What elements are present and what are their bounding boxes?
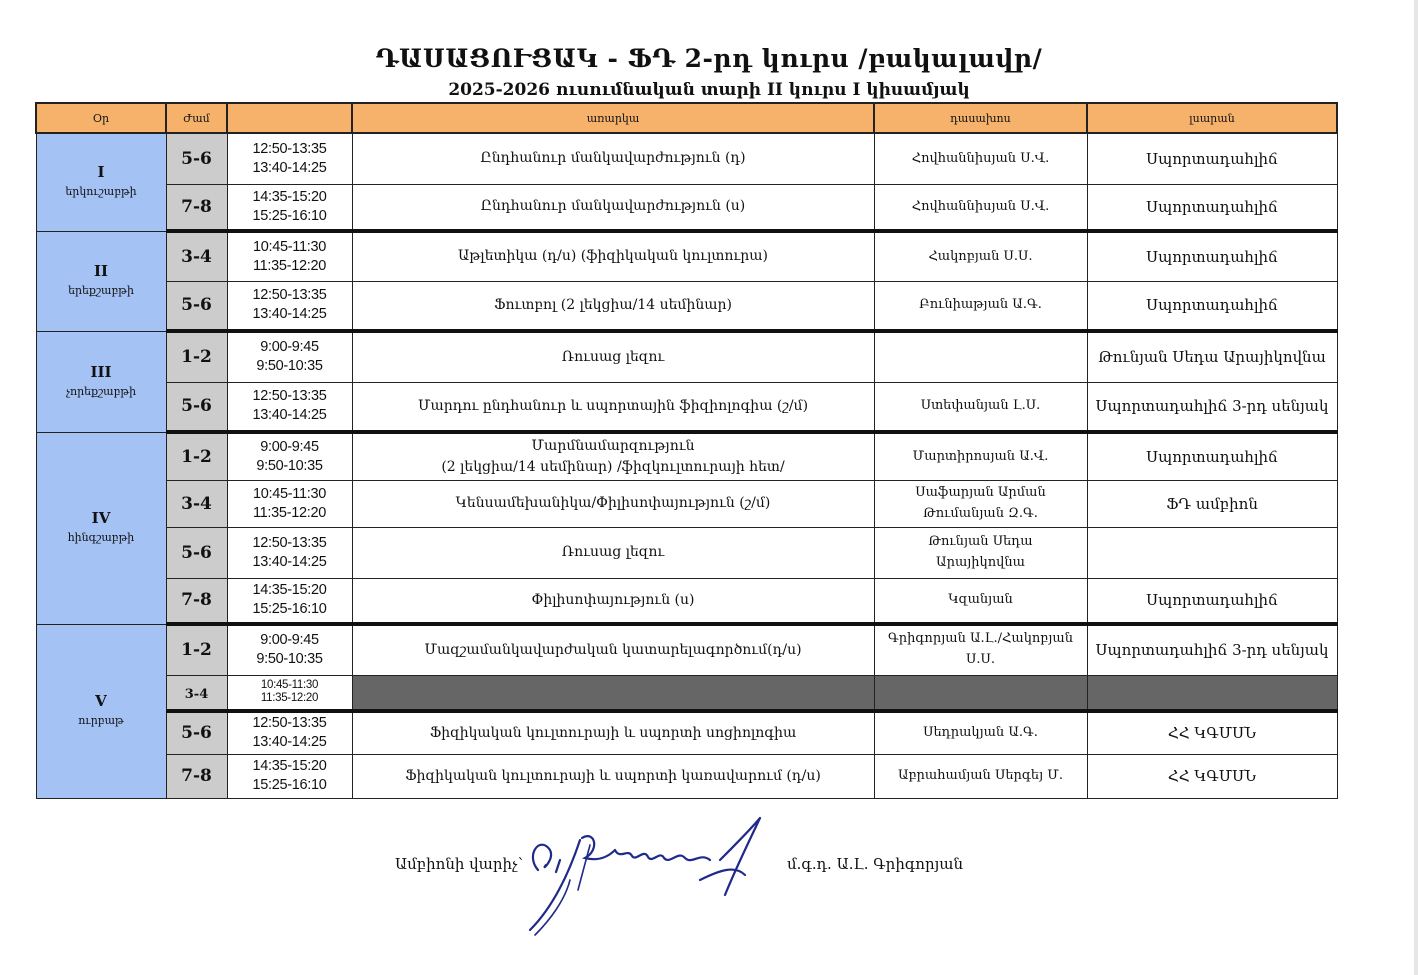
subject-line: Մարդու ընդհանուր և սպորտային ֆիզիոլոգիա (շ/մ) (417, 397, 809, 414)
time-cell (227, 281, 352, 331)
teacher-cell (874, 527, 1087, 578)
subject-cell (352, 624, 874, 675)
hour-cell: 7-8 (166, 184, 227, 231)
teacher-cell (874, 711, 1087, 754)
col-teacher: դասախոս (874, 103, 1087, 133)
day-number: II (93, 262, 109, 280)
teacher-line-2: Արայիկովնա (936, 554, 1025, 570)
teacher-cell (874, 184, 1087, 231)
time-second: 11:35-12:20 (252, 504, 327, 521)
room-cell: Սպորտադահլիճ 3-րդ սենյակ (1087, 624, 1337, 675)
subject-line: Մազշամանկավարժական կատարելագործում(դ/ս) (424, 641, 802, 658)
day-number: V (95, 692, 107, 710)
hour-cell: 3-4 (166, 231, 227, 281)
time-first: 14:35-15:20 (252, 758, 327, 774)
teacher-cell (874, 281, 1087, 331)
day-cell (36, 331, 166, 432)
teacher-cell (874, 432, 1087, 480)
hour-cell: 5-6 (166, 527, 227, 578)
time-first: 9:00-9:45 (260, 632, 319, 649)
teacher-cell (874, 754, 1087, 798)
room-cell: Սպորտադահլիճ (1087, 281, 1337, 331)
time-second: 13:40-14:25 (252, 553, 327, 570)
time-first: 12:50-13:35 (252, 715, 327, 732)
teacher-line: Մարտիրոսյան Ա.Վ. (912, 448, 1049, 464)
table-row (36, 231, 1337, 281)
table-row (36, 331, 1337, 382)
hour-cell: 5-6 (166, 711, 227, 754)
subject-cell (352, 133, 874, 184)
page-edge (1414, 0, 1418, 975)
table-row (36, 382, 1337, 432)
day-cell (36, 432, 166, 624)
hour-cell: 5-6 (166, 382, 227, 432)
time-cell (227, 432, 352, 480)
teacher-line: Հովհաննիսյան Ս.Վ. (911, 198, 1050, 214)
time-first: 12:50-13:35 (252, 534, 327, 551)
subject-cell (352, 281, 874, 331)
day-name: չորեքշաբթի (65, 384, 137, 398)
subject-line: Ընդհանուր մանկավարժություն (դ) (480, 150, 746, 167)
room-cell (1087, 527, 1337, 578)
time-second: 9:50-10:35 (256, 358, 323, 375)
hour-cell: 7-8 (166, 578, 227, 624)
time-second: 11:35-12:20 (252, 257, 327, 274)
subject-line: Ռուսաց լեզու (561, 348, 665, 365)
head-of-chair-name: մ.գ.դ. Ա.Լ. Գրիգորյան (787, 855, 964, 873)
room-cell: Սպորտադահլիճ (1087, 578, 1337, 624)
subject-cell (352, 184, 874, 231)
table-row (36, 711, 1337, 754)
room-cell: Սպորտադահլիճ (1087, 432, 1337, 480)
teacher-line: Հովհաննիսյան Ս.Վ. (911, 150, 1050, 166)
time-cell (227, 231, 352, 281)
time-cell (227, 480, 352, 527)
room-cell: Սպորտադահլիճ (1087, 133, 1337, 184)
time-cell (227, 133, 352, 184)
col-hour: Ժամ (166, 103, 227, 133)
teacher-line: Աբրահամյան Սերգեյ Մ. (897, 768, 1064, 783)
teacher-line-2: Թումանյան Զ.Գ. (923, 505, 1038, 521)
teacher-line: Բունիաթյան Ա.Գ. (919, 297, 1042, 313)
table-row (36, 578, 1337, 624)
subject-line: Ռուսաց լեզու (561, 544, 665, 560)
col-room: լսարան (1087, 103, 1337, 133)
signature-image (520, 810, 780, 940)
subject-cell (352, 578, 874, 624)
table-row (36, 675, 1337, 711)
hour-cell: 1-2 (166, 331, 227, 382)
teacher-line: Հակոբյան Ս.Ս. (928, 248, 1033, 264)
subject-line: Աթլետիկա (դ/ս) (ֆիզիկական կուլտուրա) (458, 248, 768, 265)
subject-cell (352, 331, 874, 382)
subject-line: Ֆիզիկական կուլտուրայի և սպորտի կառավարում (դ/ս) (405, 767, 821, 784)
day-name: հինգշաբթի (67, 531, 135, 544)
time-second: 9:50-10:35 (256, 457, 323, 474)
col-day: Օր (36, 103, 166, 133)
day-cell (36, 231, 166, 331)
table-row (36, 624, 1337, 675)
room-cell: ՀՀ ԿԳՄՍՆ (1087, 754, 1337, 798)
time-first: 14:35-15:20 (252, 188, 327, 205)
day-cell (36, 133, 166, 231)
table-row (36, 754, 1337, 798)
head-of-chair-label: Ամբիոնի վարիչ՝ (395, 855, 523, 873)
subject-cell (352, 711, 874, 754)
teacher-line: Կզանյան (948, 592, 1013, 608)
time-first: 12:50-13:35 (252, 388, 327, 405)
day-cell (36, 624, 166, 798)
table-row (36, 133, 1337, 184)
time-first: 12:50-13:35 (252, 140, 327, 157)
col-subject: առարկա (352, 103, 874, 133)
table-row (36, 432, 1337, 480)
subject-line: Մարմնամարզություն (531, 437, 695, 454)
teacher-cell (874, 231, 1087, 281)
hour-cell: 5-6 (166, 281, 227, 331)
hour-cell: 7-8 (166, 754, 227, 798)
time-second: 13:40-14:25 (252, 734, 327, 751)
room-cell: Թունյան Սեդա Արայիկովնա (1087, 331, 1337, 382)
teacher-line: Թունյան Սեդա (928, 533, 1033, 549)
table-row (36, 480, 1337, 527)
time-cell (227, 754, 352, 798)
subject-line: Ընդհանուր մանկավարժություն (ս) (480, 198, 746, 215)
room-cell (1087, 675, 1337, 711)
time-first: 14:35-15:20 (252, 582, 327, 599)
time-cell (227, 331, 352, 382)
time-cell (227, 624, 352, 675)
subject-line: Կենսամեխանիկա/Փիլիսոփայություն (շ/մ) (455, 495, 771, 511)
subject-line-2: (2 լեկցիա/14 սեմինար) /ֆիզկուլտուրայի հետ/ (441, 458, 785, 475)
time-second: 13:40-14:25 (252, 159, 327, 176)
subject-cell (352, 754, 874, 798)
day-name: երկուշաբթի (65, 185, 137, 199)
subject-cell (352, 231, 874, 281)
teacher-cell (874, 480, 1087, 527)
subject-cell (352, 527, 874, 578)
teacher-cell (874, 382, 1087, 432)
table-row (36, 527, 1337, 578)
table-row (36, 184, 1337, 231)
time-second: 13:40-14:25 (252, 407, 327, 424)
day-number: IV (91, 509, 111, 527)
time-cell (227, 578, 352, 624)
subject-cell (352, 382, 874, 432)
teacher-line: Ստեփանյան Լ.Ս. (920, 398, 1041, 414)
time-second: 9:50-10:35 (256, 651, 323, 668)
time-first: 10:45-11:30 (252, 485, 327, 502)
teacher-cell (874, 675, 1087, 711)
time-second: 15:25-16:10 (252, 777, 327, 793)
page-title: ԴԱՍԱՑՈՒՑԱԿ - ՖԴ 2-րդ կուրս /բակալավր/ (375, 44, 1043, 73)
hour-cell: 1-2 (166, 432, 227, 480)
teacher-cell (874, 624, 1087, 675)
room-cell: Սպորտադահլիճ (1087, 184, 1337, 231)
time-first: 12:50-13:35 (252, 287, 327, 304)
hour-cell: 3-4 (166, 480, 227, 527)
time-cell (227, 382, 352, 432)
teacher-cell (874, 578, 1087, 624)
room-cell: Սպորտադահլիճ 3-րդ սենյակ (1087, 382, 1337, 432)
header-row (36, 103, 1337, 133)
subject-line: Փիլիսոփայություն (ս) (531, 591, 695, 608)
time-first: 10:45-11:30 (252, 238, 327, 255)
time-first: 10:45-11:30 (260, 679, 319, 692)
time-cell (227, 184, 352, 231)
time-second: 13:40-14:25 (252, 306, 327, 323)
hour-cell: 1-2 (166, 624, 227, 675)
time-first: 9:00-9:45 (260, 438, 319, 455)
col-time (227, 103, 352, 133)
subject-cell (352, 432, 874, 480)
time-cell (227, 711, 352, 754)
day-name: երեքշաբթի (68, 284, 134, 297)
table-row (36, 281, 1337, 331)
subject-line: Ֆիզիկական կուլտուրայի և սպորտի սոցիոլոգիա (429, 724, 797, 741)
room-cell: Սպորտադահլիճ (1087, 231, 1337, 281)
teacher-cell (874, 331, 1087, 382)
subject-cell (352, 675, 874, 711)
time-cell (227, 675, 352, 711)
hour-cell: 5-6 (166, 133, 227, 184)
time-second: 11:35-12:20 (260, 692, 319, 705)
page-subtitle: 2025-2026 ուսումնական տարի II կուրս I կիսամյակ (448, 80, 970, 100)
teacher-line: Սաֆարյան Արման (915, 484, 1046, 500)
teacher-line-2: Ս.Ս. (965, 652, 996, 668)
time-second: 15:25-16:10 (252, 207, 327, 224)
schedule-table (35, 102, 1338, 799)
teacher-cell (874, 133, 1087, 184)
time-cell (227, 527, 352, 578)
day-name: ուրբաթ (78, 714, 124, 727)
time-first: 9:00-9:45 (260, 339, 319, 356)
day-number: I (97, 163, 105, 182)
room-cell: ՖԴ ամբիոն (1087, 480, 1337, 527)
day-number: III (90, 362, 112, 381)
teacher-line: Գրիգորյան Ա.Լ./Հակոբյան (888, 631, 1073, 647)
room-cell: ՀՀ ԿԳՄՍՆ (1087, 711, 1337, 754)
hour-cell: 3-4 (166, 675, 227, 711)
time-second: 15:25-16:10 (252, 601, 327, 618)
subject-line: Ֆուտբոլ (2 լեկցիա/14 սեմինար) (494, 296, 732, 313)
teacher-line: Սեդրակյան Ա.Գ. (923, 725, 1038, 741)
subject-cell (352, 480, 874, 527)
